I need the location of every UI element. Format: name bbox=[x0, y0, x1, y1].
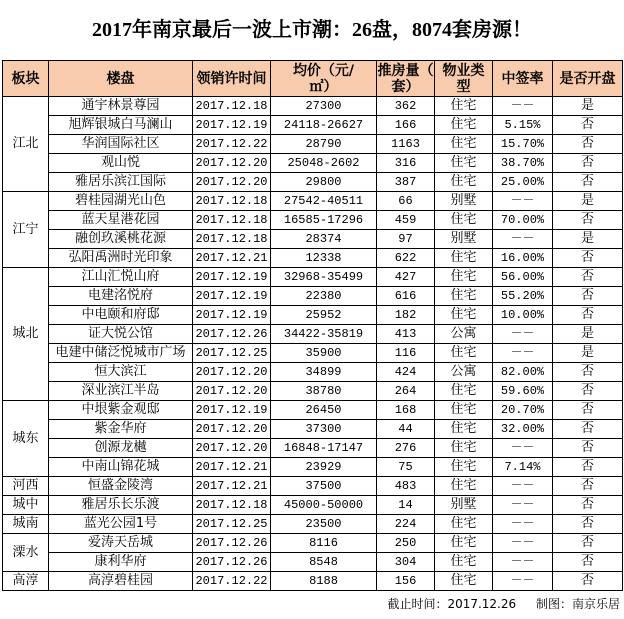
units-cell: 622 bbox=[377, 249, 435, 268]
property-type-cell: 别墅 bbox=[435, 496, 493, 515]
property-type-cell: 住宅 bbox=[435, 553, 493, 572]
lottery-rate-cell: 10.00% bbox=[493, 306, 553, 325]
project-name-cell: 蓝光公园1号 bbox=[49, 515, 193, 534]
property-type-cell: 住宅 bbox=[435, 515, 493, 534]
open-status-cell: 否 bbox=[553, 439, 623, 458]
open-status-cell: 是 bbox=[553, 344, 623, 363]
permit-date-cell: 2017.12.25 bbox=[193, 344, 271, 363]
permit-date-cell: 2017.12.19 bbox=[193, 116, 271, 135]
lottery-rate-cell: 16.00% bbox=[493, 249, 553, 268]
permit-date-cell: 2017.12.20 bbox=[193, 439, 271, 458]
table-row bbox=[3, 135, 623, 154]
table-row bbox=[3, 268, 623, 287]
open-status-cell: 否 bbox=[553, 515, 623, 534]
table-row bbox=[3, 325, 623, 344]
units-cell: 44 bbox=[377, 420, 435, 439]
units-cell: 483 bbox=[377, 477, 435, 496]
property-type-cell: 住宅 bbox=[435, 268, 493, 287]
units-cell: 427 bbox=[377, 268, 435, 287]
permit-date-cell: 2017.12.20 bbox=[193, 173, 271, 192]
permit-date-cell: 2017.12.18 bbox=[193, 97, 271, 116]
units-cell: 116 bbox=[377, 344, 435, 363]
table-row bbox=[3, 553, 623, 572]
permit-date-cell: 2017.12.20 bbox=[193, 154, 271, 173]
units-cell: 250 bbox=[377, 534, 435, 553]
units-cell: 182 bbox=[377, 306, 435, 325]
open-status-cell: 否 bbox=[553, 477, 623, 496]
table-row bbox=[3, 344, 623, 363]
open-status-cell: 是 bbox=[553, 230, 623, 249]
units-cell: 424 bbox=[377, 363, 435, 382]
table-row bbox=[3, 382, 623, 401]
table-row bbox=[3, 211, 623, 230]
project-name-cell: 康利华府 bbox=[49, 553, 193, 572]
footer-note bbox=[387, 596, 620, 612]
property-type-cell: 住宅 bbox=[435, 287, 493, 306]
project-name-cell: 高淳碧桂园 bbox=[49, 572, 193, 591]
lottery-rate-cell: －－ bbox=[493, 97, 553, 116]
project-name-cell: 通宇林景尊园 bbox=[49, 97, 193, 116]
district-cell: 江宁 bbox=[3, 192, 49, 268]
lottery-rate-cell: －－ bbox=[493, 325, 553, 344]
property-type-cell: 住宅 bbox=[435, 439, 493, 458]
open-status-cell: 否 bbox=[553, 211, 623, 230]
avg-price-cell: 37300 bbox=[271, 420, 377, 439]
open-status-cell: 否 bbox=[553, 154, 623, 173]
property-type-cell: 住宅 bbox=[435, 211, 493, 230]
permit-date-cell: 2017.12.26 bbox=[193, 325, 271, 344]
lottery-rate-cell: －－ bbox=[493, 344, 553, 363]
table-row bbox=[3, 534, 623, 553]
table-row bbox=[3, 230, 623, 249]
table-row bbox=[3, 249, 623, 268]
units-cell: 304 bbox=[377, 553, 435, 572]
header-avg-price: 均价（元/ ㎡） bbox=[271, 61, 377, 97]
lottery-rate-cell: －－ bbox=[493, 192, 553, 211]
units-cell: 14 bbox=[377, 496, 435, 515]
avg-price-cell: 23929 bbox=[271, 458, 377, 477]
lottery-rate-cell: 55.20% bbox=[493, 287, 553, 306]
open-status-cell: 是 bbox=[553, 325, 623, 344]
property-type-cell: 住宅 bbox=[435, 382, 493, 401]
avg-price-cell: 25952 bbox=[271, 306, 377, 325]
table-row bbox=[3, 192, 623, 211]
district-cell: 城东 bbox=[3, 401, 49, 477]
permit-date-cell: 2017.12.26 bbox=[193, 553, 271, 572]
project-name-cell: 电建中储泛悦城市广场 bbox=[49, 344, 193, 363]
lottery-rate-cell: －－ bbox=[493, 534, 553, 553]
project-name-cell: 创源龙樾 bbox=[49, 439, 193, 458]
open-status-cell: 否 bbox=[553, 116, 623, 135]
lottery-rate-cell: 7.14% bbox=[493, 458, 553, 477]
table-row bbox=[3, 173, 623, 192]
permit-date-cell: 2017.12.22 bbox=[193, 572, 271, 591]
table-row bbox=[3, 401, 623, 420]
units-cell: 459 bbox=[377, 211, 435, 230]
open-status-cell: 否 bbox=[553, 287, 623, 306]
property-type-cell: 住宅 bbox=[435, 97, 493, 116]
units-cell: 168 bbox=[377, 401, 435, 420]
avg-price-cell: 27542-40511 bbox=[271, 192, 377, 211]
property-type-cell: 住宅 bbox=[435, 344, 493, 363]
units-cell: 616 bbox=[377, 287, 435, 306]
property-type-cell: 住宅 bbox=[435, 572, 493, 591]
units-cell: 1163 bbox=[377, 135, 435, 154]
property-type-cell: 别墅 bbox=[435, 192, 493, 211]
avg-price-cell: 28374 bbox=[271, 230, 377, 249]
project-name-cell: 弘阳禹洲时光印象 bbox=[49, 249, 193, 268]
permit-date-cell: 2017.12.18 bbox=[193, 230, 271, 249]
avg-price-cell: 24118-26627 bbox=[271, 116, 377, 135]
permit-date-cell: 2017.12.21 bbox=[193, 477, 271, 496]
district-cell: 城南 bbox=[3, 515, 49, 534]
property-type-cell: 公寓 bbox=[435, 363, 493, 382]
units-cell: 166 bbox=[377, 116, 435, 135]
header-property-type: 物业类 型 bbox=[435, 61, 493, 97]
district-cell: 江北 bbox=[3, 97, 49, 192]
project-name-cell: 中垠紫金观邸 bbox=[49, 401, 193, 420]
property-type-cell: 住宅 bbox=[435, 135, 493, 154]
table-row bbox=[3, 306, 623, 325]
property-type-cell: 住宅 bbox=[435, 249, 493, 268]
project-name-cell: 爱涛天岳城 bbox=[49, 534, 193, 553]
header-project: 楼盘 bbox=[49, 61, 193, 97]
open-status-cell: 是 bbox=[553, 97, 623, 116]
district-cell: 高淳 bbox=[3, 572, 49, 591]
lottery-rate-cell: 82.00% bbox=[493, 363, 553, 382]
table-row bbox=[3, 458, 623, 477]
open-status-cell: 否 bbox=[553, 173, 623, 192]
permit-date-cell: 2017.12.18 bbox=[193, 496, 271, 515]
avg-price-cell: 8116 bbox=[271, 534, 377, 553]
project-name-cell: 融创玖溪桃花源 bbox=[49, 230, 193, 249]
units-cell: 387 bbox=[377, 173, 435, 192]
project-name-cell: 中南山锦花城 bbox=[49, 458, 193, 477]
project-name-cell: 蓝天星港花园 bbox=[49, 211, 193, 230]
open-status-cell: 否 bbox=[553, 306, 623, 325]
avg-price-cell: 34899 bbox=[271, 363, 377, 382]
open-status-cell: 否 bbox=[553, 534, 623, 553]
units-cell: 97 bbox=[377, 230, 435, 249]
district-cell: 城中 bbox=[3, 496, 49, 515]
avg-price-cell: 28790 bbox=[271, 135, 377, 154]
table-row bbox=[3, 439, 623, 458]
open-status-cell: 否 bbox=[553, 420, 623, 439]
header-units: 推房量（ 套） bbox=[377, 62, 434, 95]
open-status-cell: 否 bbox=[553, 496, 623, 515]
property-type-cell: 别墅 bbox=[435, 230, 493, 249]
project-name-cell: 碧桂园湖光山色 bbox=[49, 192, 193, 211]
district-cell: 城北 bbox=[3, 268, 49, 401]
lottery-rate-cell: 56.00% bbox=[493, 268, 553, 287]
property-type-cell: 住宅 bbox=[435, 116, 493, 135]
lottery-rate-cell: －－ bbox=[493, 496, 553, 515]
lottery-rate-cell: 15.70% bbox=[493, 135, 553, 154]
avg-price-cell: 45000-50000 bbox=[271, 496, 377, 515]
credit-note: 制图：南京乐居 bbox=[535, 597, 620, 611]
avg-price-cell: 32968-35499 bbox=[271, 268, 377, 287]
permit-date-cell: 2017.12.18 bbox=[193, 192, 271, 211]
lottery-rate-cell: 38.70% bbox=[493, 154, 553, 173]
table-row bbox=[3, 116, 623, 135]
units-cell: 66 bbox=[377, 192, 435, 211]
permit-date-cell: 2017.12.21 bbox=[193, 249, 271, 268]
table-row bbox=[3, 363, 623, 382]
permit-date-cell: 2017.12.21 bbox=[193, 458, 271, 477]
table-row bbox=[3, 515, 623, 534]
open-status-cell: 否 bbox=[553, 268, 623, 287]
avg-price-cell: 8188 bbox=[271, 572, 377, 591]
header-open-status: 是否开盘 bbox=[553, 61, 623, 97]
lottery-rate-cell: －－ bbox=[493, 515, 553, 534]
table-row bbox=[3, 287, 623, 306]
header-row bbox=[3, 61, 623, 97]
permit-date-cell: 2017.12.19 bbox=[193, 401, 271, 420]
open-status-cell: 否 bbox=[553, 401, 623, 420]
table-row bbox=[3, 154, 623, 173]
project-name-cell: 观山悦 bbox=[49, 154, 193, 173]
avg-price-cell: 29800 bbox=[271, 173, 377, 192]
table-row bbox=[3, 97, 623, 116]
open-status-cell: 否 bbox=[553, 458, 623, 477]
lottery-rate-cell: 59.60% bbox=[493, 382, 553, 401]
project-name-cell: 深业滨江半岛 bbox=[49, 382, 193, 401]
table-body bbox=[3, 97, 623, 591]
project-name-cell: 雅居乐滨江国际 bbox=[49, 173, 193, 192]
district-cell: 溧水 bbox=[3, 534, 49, 572]
open-status-cell: 否 bbox=[553, 363, 623, 382]
units-cell: 224 bbox=[377, 515, 435, 534]
property-type-cell: 住宅 bbox=[435, 477, 493, 496]
avg-price-cell: 22380 bbox=[271, 287, 377, 306]
project-name-cell: 恒大滨江 bbox=[49, 363, 193, 382]
permit-date-cell: 2017.12.19 bbox=[193, 287, 271, 306]
open-status-cell: 是 bbox=[553, 192, 623, 211]
lottery-rate-cell: －－ bbox=[493, 553, 553, 572]
header-district: 板块 bbox=[3, 61, 49, 97]
open-status-cell: 否 bbox=[553, 553, 623, 572]
property-type-cell: 住宅 bbox=[435, 173, 493, 192]
property-type-cell: 住宅 bbox=[435, 154, 493, 173]
property-type-cell: 公寓 bbox=[435, 325, 493, 344]
permit-date-cell: 2017.12.25 bbox=[193, 515, 271, 534]
project-name-cell: 证大悦公馆 bbox=[49, 325, 193, 344]
units-cell: 316 bbox=[377, 154, 435, 173]
avg-price-cell: 37500 bbox=[271, 477, 377, 496]
project-name-cell: 中电颐和府邸 bbox=[49, 306, 193, 325]
avg-price-cell: 25048-2602 bbox=[271, 154, 377, 173]
table-row bbox=[3, 420, 623, 439]
avg-price-cell: 16848-17147 bbox=[271, 439, 377, 458]
open-status-cell: 否 bbox=[553, 572, 623, 591]
lottery-rate-cell: －－ bbox=[493, 477, 553, 496]
open-status-cell: 否 bbox=[553, 382, 623, 401]
permit-date-cell: 2017.12.20 bbox=[193, 420, 271, 439]
avg-price-cell: 8548 bbox=[271, 553, 377, 572]
units-cell: 264 bbox=[377, 382, 435, 401]
header-permit-date: 领销许时间 bbox=[193, 61, 271, 97]
page-title: 2017年南京最后一波上市潮：26盘，8074套房源！ bbox=[92, 19, 532, 41]
table-row bbox=[3, 496, 623, 515]
permit-date-cell: 2017.12.18 bbox=[193, 211, 271, 230]
lottery-rate-cell: －－ bbox=[493, 230, 553, 249]
project-name-cell: 江山汇悦山府 bbox=[49, 268, 193, 287]
lottery-rate-cell: 70.00% bbox=[493, 211, 553, 230]
open-status-cell: 否 bbox=[553, 135, 623, 154]
property-type-cell: 住宅 bbox=[435, 306, 493, 325]
property-type-cell: 住宅 bbox=[435, 401, 493, 420]
permit-date-cell: 2017.12.20 bbox=[193, 382, 271, 401]
lottery-rate-cell: 25.00% bbox=[493, 173, 553, 192]
property-type-cell: 住宅 bbox=[435, 458, 493, 477]
housing-table bbox=[2, 60, 623, 591]
units-cell: 75 bbox=[377, 458, 435, 477]
property-type-cell: 住宅 bbox=[435, 420, 493, 439]
permit-date-cell: 2017.12.26 bbox=[193, 534, 271, 553]
table-row bbox=[3, 572, 623, 591]
avg-price-cell: 12338 bbox=[271, 249, 377, 268]
lottery-rate-cell: 32.00% bbox=[493, 420, 553, 439]
project-name-cell: 华润国际社区 bbox=[49, 135, 193, 154]
permit-date-cell: 2017.12.20 bbox=[193, 363, 271, 382]
property-type-cell: 住宅 bbox=[435, 534, 493, 553]
project-name-cell: 旭辉银城白马澜山 bbox=[49, 116, 193, 135]
table-row bbox=[3, 477, 623, 496]
avg-price-cell: 16585-17296 bbox=[271, 211, 377, 230]
lottery-rate-cell: 20.70% bbox=[493, 401, 553, 420]
project-name-cell: 电建洺悦府 bbox=[49, 287, 193, 306]
lottery-rate-cell: 5.15% bbox=[493, 116, 553, 135]
lottery-rate-cell: －－ bbox=[493, 439, 553, 458]
lottery-rate-cell: －－ bbox=[493, 572, 553, 591]
avg-price-cell: 35900 bbox=[271, 344, 377, 363]
cutoff-date-note: 截止时间：2017.12.26 bbox=[387, 597, 517, 611]
units-cell: 276 bbox=[377, 439, 435, 458]
avg-price-cell: 26450 bbox=[271, 401, 377, 420]
avg-price-cell: 34422-35819 bbox=[271, 325, 377, 344]
permit-date-cell: 2017.12.19 bbox=[193, 268, 271, 287]
open-status-cell: 否 bbox=[553, 249, 623, 268]
units-cell: 413 bbox=[377, 325, 435, 344]
avg-price-cell: 23500 bbox=[271, 515, 377, 534]
avg-price-cell: 27300 bbox=[271, 97, 377, 116]
project-name-cell: 恒盛金陵湾 bbox=[49, 477, 193, 496]
permit-date-cell: 2017.12.22 bbox=[193, 135, 271, 154]
units-cell: 362 bbox=[377, 97, 435, 116]
project-name-cell: 雅居乐长乐渡 bbox=[49, 496, 193, 515]
avg-price-cell: 38780 bbox=[271, 382, 377, 401]
header-lottery-rate: 中签率 bbox=[493, 61, 553, 97]
project-name-cell: 紫金华府 bbox=[49, 420, 193, 439]
units-cell: 156 bbox=[377, 572, 435, 591]
district-cell: 河西 bbox=[3, 477, 49, 496]
permit-date-cell: 2017.12.19 bbox=[193, 306, 271, 325]
